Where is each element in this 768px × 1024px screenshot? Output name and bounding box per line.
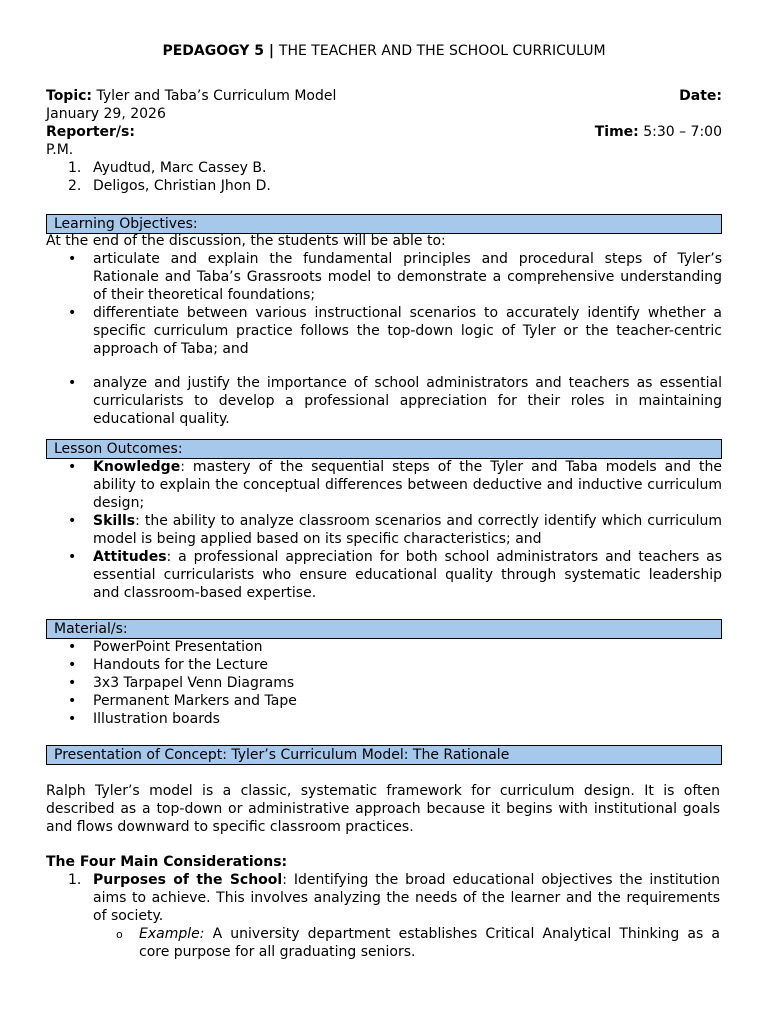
date-label: Date: <box>679 88 722 104</box>
example-item <box>139 925 720 961</box>
bullet-icon: • <box>68 639 77 655</box>
presentation-paragraph: Ralph Tyler’s model is a classic, systematic framework for curriculum design. It is often described as a top-down or administrative approach because it begins with institutional goals and flows downward to specific classroom practices. <box>46 783 720 835</box>
topic-line <box>46 87 722 105</box>
outcomes-heading: Lesson Outcomes: <box>54 441 183 457</box>
objectives-heading: Learning Objectives: <box>54 216 198 232</box>
bullet-icon: • <box>68 513 77 529</box>
reporters-label: Reporter/s: <box>46 124 135 140</box>
title-separator: | <box>264 43 279 59</box>
objectives-list <box>46 250 722 358</box>
list-item: • Attitudes: a professional appreciation for both school administrators and teachers as essential curricularists who ensure educational quality through systematic leadership and classroom-based expertise. <box>68 549 722 601</box>
outcomes-heading-bar <box>46 439 722 459</box>
example-label: Example: <box>139 926 205 942</box>
materials-heading-bar <box>46 619 722 639</box>
bullet-icon: • <box>68 693 77 709</box>
list-item: • Illustration boards <box>68 711 220 727</box>
list-item: • Knowledge: mastery of the sequential steps of the Tyler and Taba models and the ability to explain the conceptual differences between deductive and inductive curriculum design; <box>68 459 722 511</box>
course-title: THE TEACHER AND THE SCHOOL CURRICULUM <box>278 43 606 59</box>
list-item: • 3x3 Tarpapel Venn Diagrams <box>68 675 295 691</box>
materials-heading: Material/s: <box>54 621 128 637</box>
presentation-heading-bar <box>46 745 722 765</box>
list-item: • articulate and explain the fundamental principles and procedural steps of Tyler’s Rationale and Taba’s Grassroots model to demonstrate a comprehensive understanding of their theoretical foundations; <box>68 251 722 303</box>
list-item: • analyze and justify the importance of school administrators and teachers as essential curricularists to develop a professional appreciation for their roles in maintaining educational quality. <box>68 375 722 427</box>
materials-list <box>46 638 722 728</box>
presentation-heading: Presentation of Concept: Tyler’s Curriculum Model: The Rationale <box>54 747 510 763</box>
time-line <box>595 123 722 141</box>
consideration-term: Purposes of the School <box>93 872 283 888</box>
bullet-icon: • <box>68 549 77 565</box>
objectives-intro: At the end of the discussion, the students will be able to: <box>46 233 446 249</box>
time-suffix: P.M. <box>46 142 74 158</box>
time-label: Time: <box>594 124 639 140</box>
bullet-icon: • <box>68 305 77 321</box>
time-value: 5:30 – 7:00 <box>643 124 722 140</box>
date-value: January 29, 2026 <box>46 106 166 122</box>
outcomes-list <box>46 458 722 602</box>
course-code: PEDAGOGY 5 <box>162 43 265 59</box>
sub-bullet-icon: o <box>116 928 123 941</box>
list-item: • Skills: the ability to analyze classroom scenarios and correctly identify which curriculum model is being applied based on its specific characteristics; and <box>68 513 722 547</box>
topic-value: Tyler and Taba’s Curriculum Model <box>96 88 337 104</box>
reporter-name: Deligos, Christian Jhon D. <box>93 178 271 194</box>
list-item: • PowerPoint Presentation <box>68 639 263 655</box>
reporters-list <box>46 159 722 195</box>
document-title <box>0 43 768 60</box>
consideration-number: 1. <box>68 872 82 888</box>
objectives-list-cont <box>46 374 722 428</box>
topic-label: Topic: <box>46 88 93 104</box>
objectives-heading-bar <box>46 214 722 234</box>
bullet-icon: • <box>68 657 77 673</box>
consideration-text: : Identifying the broad educational objectives the institution aims to achieve. This involves analyzing the needs of the learner and the requirements of society. <box>93 872 720 924</box>
list-item: • Permanent Markers and Tape <box>68 693 297 709</box>
bullet-icon: • <box>68 375 77 391</box>
bullet-icon: • <box>68 675 77 691</box>
consideration-1 <box>93 871 720 925</box>
bullet-icon: • <box>68 459 77 475</box>
bullet-icon: • <box>68 251 77 267</box>
list-item: • differentiate between various instructional scenarios to accurately identify whether a specific curriculum practice follows the top-down logic of Tyler or the teacher-centric approach of Taba; and <box>68 305 722 357</box>
list-item: 1. Ayudtud, Marc Cassey B. <box>68 160 267 176</box>
list-item: 2. Deligos, Christian Jhon D. <box>68 178 271 194</box>
reporter-name: Ayudtud, Marc Cassey B. <box>93 160 267 176</box>
list-item: • Handouts for the Lecture <box>68 657 268 673</box>
considerations-heading: The Four Main Considerations: <box>46 854 288 870</box>
bullet-icon: • <box>68 711 77 727</box>
example-text: A university department establishes Critical Analytical Thinking as a core purpose for all graduating seniors. <box>139 926 720 960</box>
